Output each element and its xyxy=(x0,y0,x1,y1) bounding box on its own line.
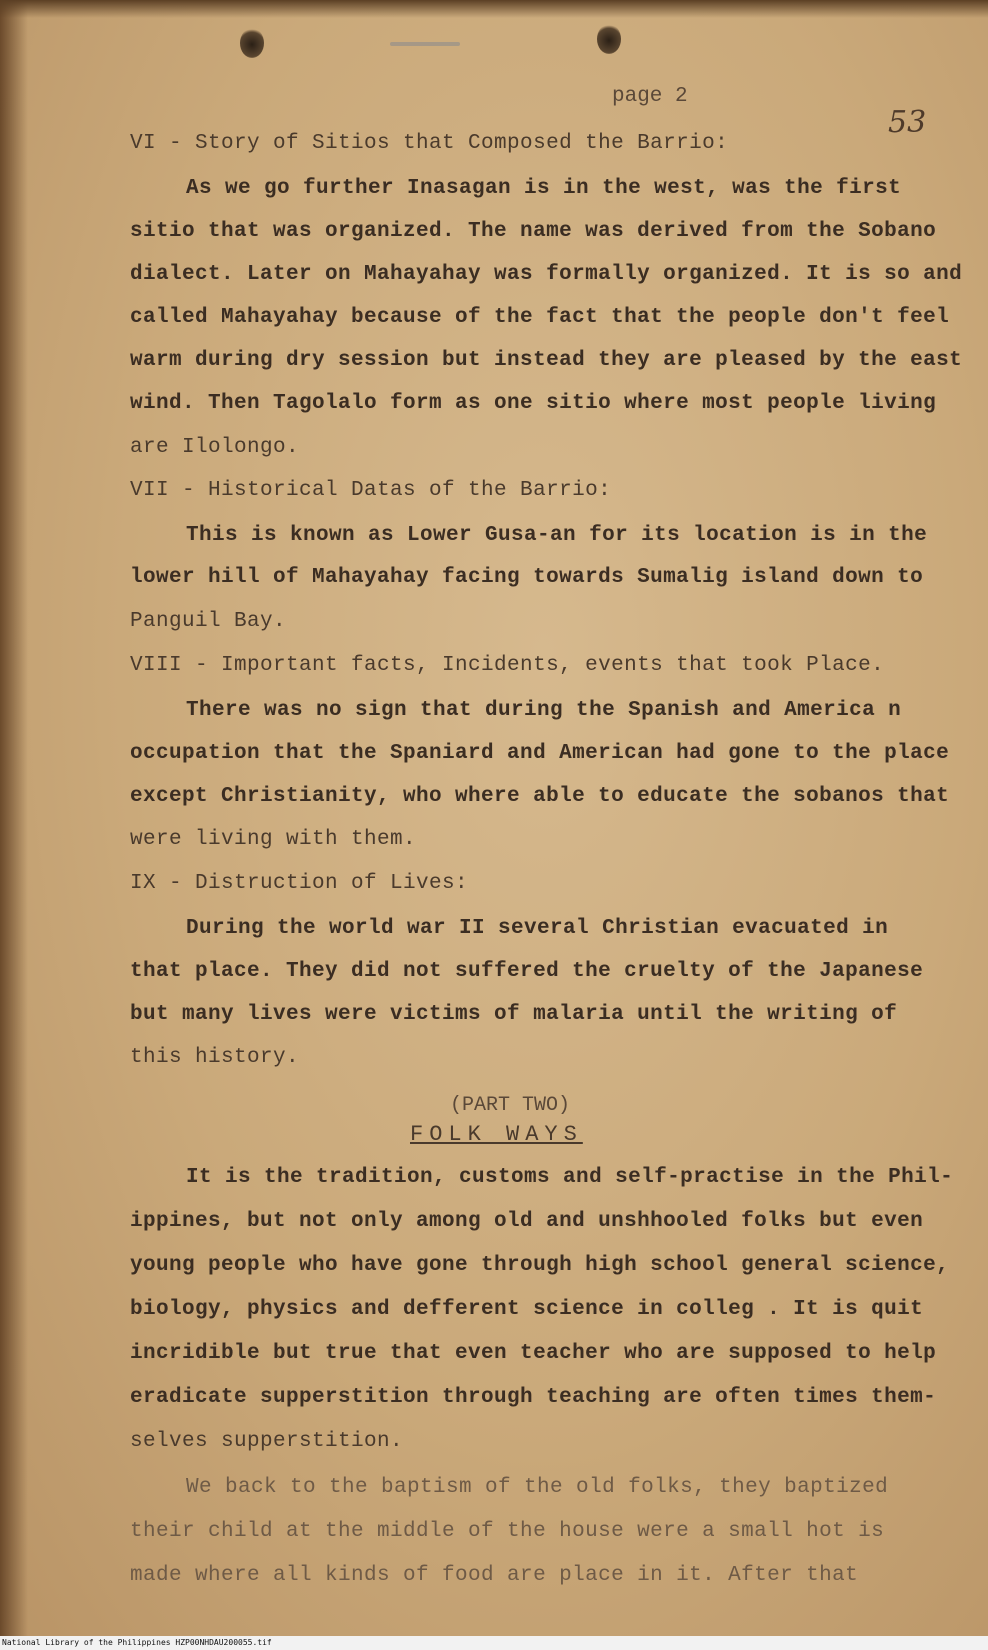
section-heading-vi: VI - Story of Sitios that Composed the Barrio: xyxy=(130,132,729,155)
handwritten-page-number: 53 xyxy=(888,105,927,140)
part-two-p1-line-3: young people who have gone through high school general science, xyxy=(130,1254,950,1277)
part-two-title: FOLK WAYS xyxy=(410,1122,583,1147)
section-vi-line-1: As we go further Inasagan is in the west, was the first xyxy=(186,177,902,200)
page-number: page 2 xyxy=(612,85,688,108)
part-two-p1-line-1: It is the tradition, customs and self-practise in the Phil- xyxy=(186,1166,954,1189)
punch-hole-left xyxy=(240,28,264,58)
part-two-p2-line-1: We back to the baptism of the old folks, they baptized xyxy=(186,1476,889,1499)
section-heading-viii: VIII - Important facts, Incidents, events that took Place. xyxy=(130,654,885,677)
section-vi-line-2: sitio that was organized. The name was derived from the Sobano xyxy=(130,220,937,243)
punch-hole-right xyxy=(597,24,621,54)
part-two-p1-line-5: incridible but true that even teacher who are supposed to help xyxy=(130,1342,937,1365)
part-two-label: (PART TWO) xyxy=(450,1094,571,1117)
section-ix-line-1: During the world war II several Christian evacuated in xyxy=(186,917,889,940)
part-two-p1-line-2: ippines, but not only among old and unshhooled folks but even xyxy=(130,1210,924,1233)
archive-caption: National Library of the Philippines HZP00NHDAU200055.tif xyxy=(0,1636,988,1650)
section-vi-line-3: dialect. Later on Mahayahay was formally organized. It is so and xyxy=(130,263,963,286)
section-vi-line-7: are Ilolongo. xyxy=(130,436,300,459)
section-vi-line-6: wind. Then Tagolalo form as one sitio where most people living xyxy=(130,392,937,415)
part-two-p2-line-2: their child at the middle of the house were a small hot is xyxy=(130,1520,885,1543)
page-edge-shadow xyxy=(0,0,28,1636)
section-ix-line-3: but many lives were victims of malaria until the writing of xyxy=(130,1003,898,1026)
part-two-p1-line-4: biology, physics and defferent science in colleg . It is quit xyxy=(130,1298,924,1321)
section-heading-ix: IX - Distruction of Lives: xyxy=(130,872,469,895)
section-vii-line-1: This is known as Lower Gusa-an for its location is in the xyxy=(186,524,928,547)
section-ix-line-2: that place. They did not suffered the cruelty of the Japanese xyxy=(130,960,924,983)
page-top-shadow xyxy=(0,0,988,18)
section-vii-line-2: lower hill of Mahayahay facing towards Sumalig island down to xyxy=(130,566,924,589)
part-two-p2-line-3: made where all kinds of food are place in it. After that xyxy=(130,1564,859,1587)
section-heading-vii: VII - Historical Datas of the Barrio: xyxy=(130,479,612,502)
section-viii-line-1: There was no sign that during the Spanish and America n xyxy=(186,699,902,722)
section-viii-line-2: occupation that the Spaniard and American had gone to the place xyxy=(130,742,950,765)
section-viii-line-4: were living with them. xyxy=(130,828,417,851)
tape-mark xyxy=(390,42,460,46)
section-vi-line-4: called Mahayahay because of the fact that the people don't feel xyxy=(130,306,950,329)
part-two-p1-line-7: selves supperstition. xyxy=(130,1430,404,1453)
section-vi-line-5: warm during dry session but instead they are pleased by the east xyxy=(130,349,963,372)
section-viii-line-3: except Christianity, who where able to educate the sobanos that xyxy=(130,785,950,808)
section-ix-line-4: this history. xyxy=(130,1046,300,1069)
part-two-p1-line-6: eradicate supperstition through teaching are often times them- xyxy=(130,1386,937,1409)
section-vii-line-3: Panguil Bay. xyxy=(130,610,287,633)
